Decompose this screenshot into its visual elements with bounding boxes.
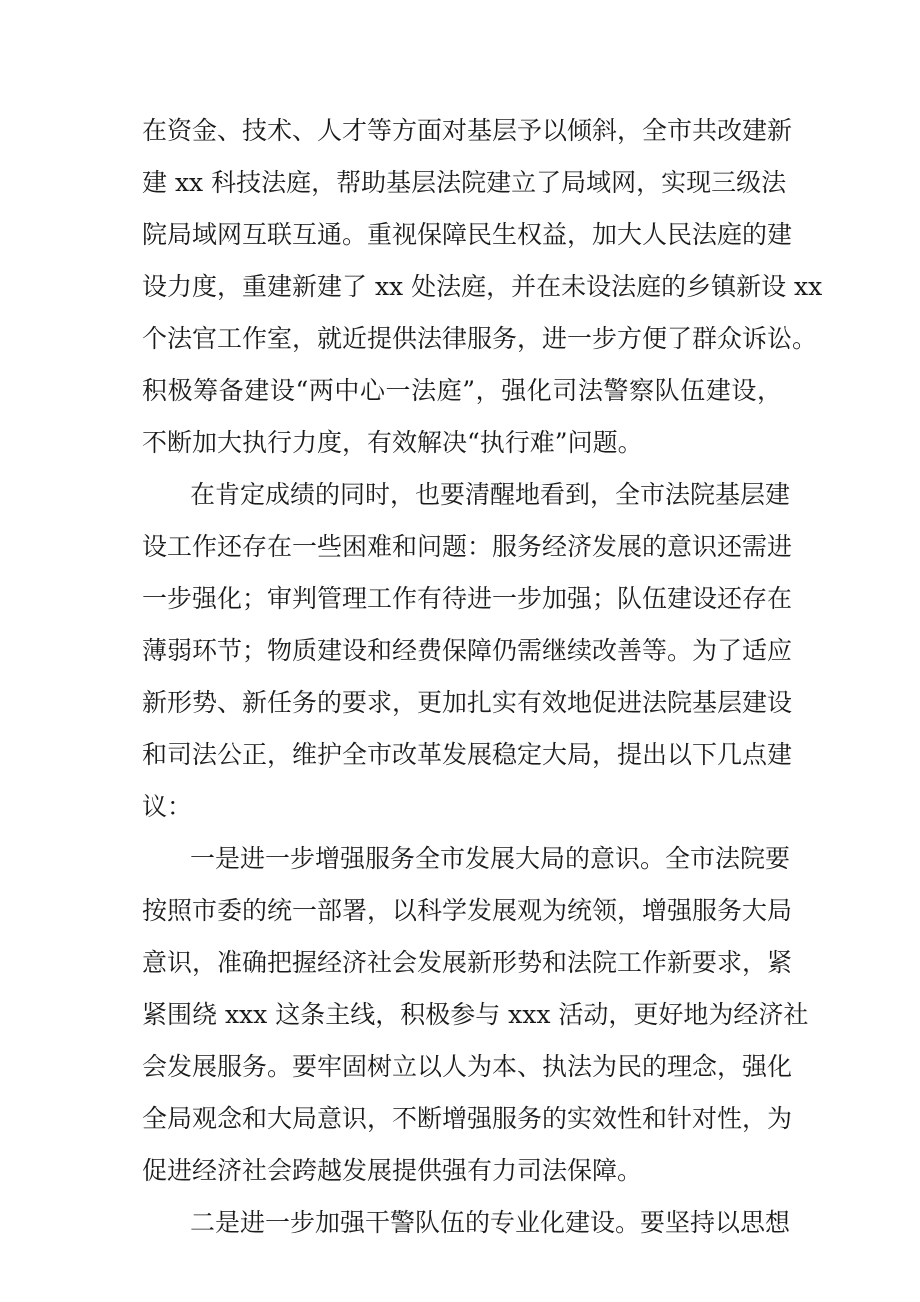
paragraph-line: 和司法公正，维护全市改革发展稳定大局，提出以下几点建 [142,740,793,769]
paragraph-line: 设工作还存在一些困难和问题：服务经济发展的意识还需进 [142,532,793,561]
paragraph-line: 不断加大执行力度，有效解决“执行难”问题。 [142,428,643,457]
paragraph-line: 设力度，重建新建了 xx 处法庭，并在未设法庭的乡镇新设 xx [142,272,823,301]
paragraph-line: 新形势、新任务的要求，更加扎实有效地促进法院基层建设 [142,688,793,717]
paragraph-line: 促进经济社会跨越发展提供强有力司法保障。 [142,1156,643,1185]
paragraph-line: 建 xx 科技法庭，帮助基层法院建立了局域网，实现三级法 [142,168,787,197]
paragraph-line: 全局观念和大局意识，不断增强服务的实效性和针对性，为 [142,1104,793,1133]
paragraph-line: 二是进一步加强干警队伍的专业化建设。要坚持以思想 [190,1208,791,1237]
paragraph-line: 院局域网互联互通。重视保障民生权益，加大人民法庭的建 [142,220,793,249]
paragraph-line: 紧围绕 xxx 这条主线，积极参与 xxx 活动，更好地为经济社 [142,1000,809,1029]
paragraph-line: 在肯定成绩的同时，也要清醒地看到，全市法院基层建 [190,480,791,509]
paragraph-line: 一是进一步增强服务全市发展大局的意识。全市法院要 [190,844,791,873]
paragraph-line: 意识，准确把握经济社会发展新形势和法院工作新要求，紧 [142,948,793,977]
paragraph-line: 个法官工作室，就近提供法律服务，进一步方便了群众诉讼。 [142,324,818,353]
paragraph-line: 在资金、技术、人才等方面对基层予以倾斜，全市共改建新 [142,116,793,145]
paragraph-line: 积极筹备建设“两中心一法庭”，强化司法警察队伍建设， [142,376,782,405]
paragraph-line: 按照市委的统一部署，以科学发展观为统领，增强服务大局 [142,896,793,925]
paragraph-line: 一步强化；审判管理工作有待进一步加强；队伍建设还存在 [142,584,793,613]
paragraph-line: 会发展服务。要牢固树立以人为本、执法为民的理念，强化 [142,1052,793,1081]
paragraph-line: 议： [142,792,193,821]
paragraph-line: 薄弱环节；物质建设和经费保障仍需继续改善等。为了适应 [142,636,793,665]
